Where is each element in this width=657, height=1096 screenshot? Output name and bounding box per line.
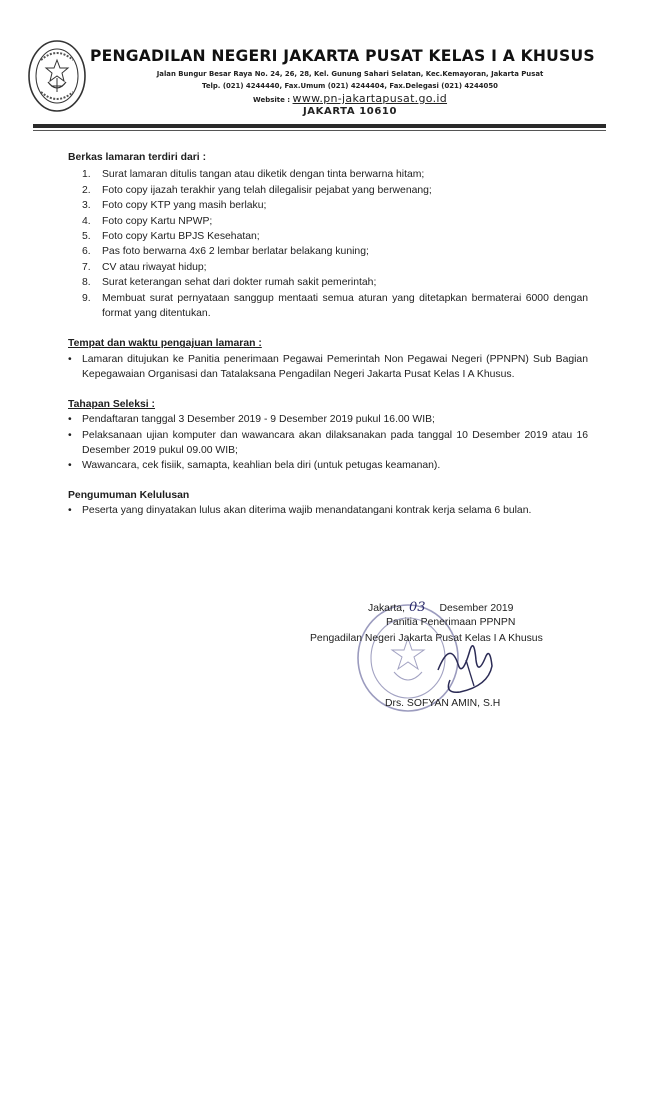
list-item: • Peserta yang dinyatakan lulus akan diterima wajib menandatangani kontrak kerja selama 6 bulan. <box>68 503 552 518</box>
signature-date: Jakarta, 03 Desember 2019 <box>368 600 514 615</box>
announcement-heading: Pengumuman Kelulusan <box>68 489 190 501</box>
list-item: 2. Foto copy ijazah terakhir yang telah dilegalisir pejabat yang berwenang; <box>82 184 432 196</box>
list-item: • Pelaksanaan ujian komputer dan wawancara akan dilaksanakan pada tanggal 10 Desember 2019 atau 16 Desember 2019 pukul 09.00 WIB; <box>68 428 588 459</box>
submission-list <box>68 352 588 383</box>
list-item: • Pendaftaran tanggal 3 Desember 2019 - 9 Desember 2019 pukul 16.00 WIB; <box>68 412 588 427</box>
court-seal-icon <box>27 38 87 114</box>
requirements-list <box>68 167 588 321</box>
signatory-name: Drs. SOFYAN AMIN, S.H <box>385 698 501 709</box>
website-label: Website : <box>252 96 291 104</box>
signature-day: 03 <box>408 600 426 615</box>
website-link[interactable]: www.pn-jakartapusat.go.id <box>292 92 448 105</box>
list-item: 8. Surat keterangan sehat dari dokter rumah sakit pemerintah; <box>82 277 377 289</box>
submission-heading: Tempat dan waktu pengajuan lamaran : <box>68 338 262 350</box>
institution-phones: Telp. (021) 4244440, Fax.Umum (021) 4244404, Fax.Delegasi (021) 4244050 <box>202 82 498 90</box>
institution-name: PENGADILAN NEGERI JAKARTA PUSAT KELAS I A KHUSUS <box>90 47 595 65</box>
institution-address: Jalan Bungur Besar Raya No. 24, 26, 28, Kel. Gunung Sahari Selatan, Kec.Kemayoran, Jakarta Pusat <box>156 70 544 78</box>
list-item: 6. Pas foto berwarna 4x6 2 lembar berlatar belakang kuning; <box>82 246 369 258</box>
letterhead-divider-thin <box>33 130 606 131</box>
letterhead-divider <box>33 124 606 128</box>
signature-committee: Panitia Penerimaan PPNPN <box>386 617 516 628</box>
selection-heading: Tahapan Seleksi : <box>68 398 156 410</box>
list-item: 7. CV atau riwayat hidup; <box>82 261 207 273</box>
selection-list <box>68 412 588 474</box>
list-item: • Lamaran ditujukan ke Panitia penerimaan Pegawai Pemerintah Non Pegawai Negeri (PPNPN) Sub Bagian Kepegawaian Organisasi dan Tatalaksana Pengadilan Negeri Jakarta Pusat Kelas I A Khusus. <box>68 352 588 383</box>
list-item: • Wawancara, cek fisiik, samapta, keahlian bela diri (untuk petugas keamanan). <box>68 458 588 473</box>
list-item: 5. Foto copy Kartu BPJS Kesehatan; <box>82 231 260 243</box>
signature-court: Pengadilan Negeri Jakarta Pusat Kelas I A Khusus <box>310 633 543 644</box>
announcement-list <box>68 503 588 518</box>
institution-city: JAKARTA 10610 <box>302 106 398 117</box>
requirements-heading: Berkas lamaran terdiri dari : <box>68 152 207 163</box>
list-item: 1. Surat lamaran ditulis tangan atau diketik dengan tinta berwarna hitam; <box>82 169 425 181</box>
list-item: 4. Foto copy Kartu NPWP; <box>82 215 213 227</box>
institution-website <box>100 92 600 105</box>
document-body <box>68 150 588 519</box>
list-item: 9. Membuat surat pernyataan sanggup mentaati semua aturan yang ditetapkan bermaterai 6000 dengan format yang ditentukan. <box>82 292 588 320</box>
list-item: 3. Foto copy KTP yang masih berlaku; <box>82 200 267 212</box>
